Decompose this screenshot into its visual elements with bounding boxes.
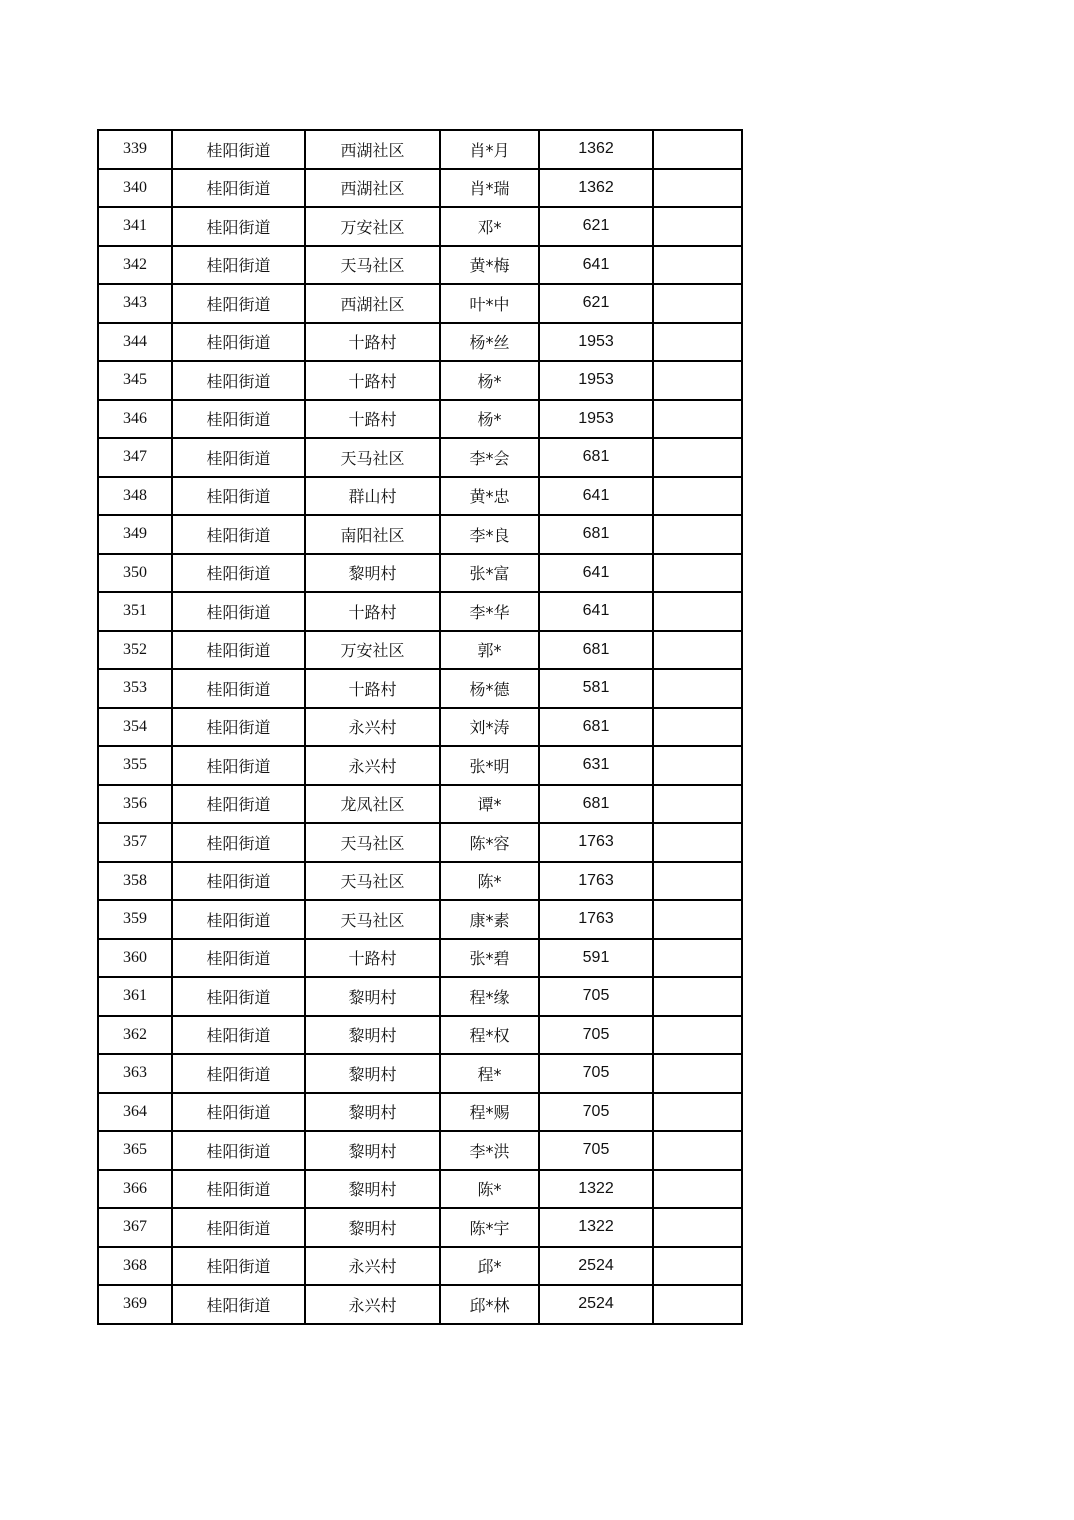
amount-cell: 641 (539, 592, 653, 631)
name-cell: 郭* (440, 631, 539, 670)
amount-cell: 681 (539, 708, 653, 747)
note-cell (653, 900, 742, 939)
table-row (98, 554, 742, 593)
street-cell: 桂阳街道 (172, 592, 305, 631)
row-number-cell: 350 (98, 554, 172, 593)
note-cell (653, 823, 742, 862)
street-cell: 桂阳街道 (172, 1093, 305, 1132)
amount-cell: 705 (539, 1016, 653, 1055)
village-cell: 万安社区 (305, 207, 440, 246)
name-cell: 肖*月 (440, 130, 539, 169)
amount-cell: 621 (539, 284, 653, 323)
amount-cell: 2524 (539, 1285, 653, 1324)
row-number-cell: 339 (98, 130, 172, 169)
name-cell: 李*洪 (440, 1131, 539, 1170)
village-cell: 黎明村 (305, 1208, 440, 1247)
name-cell: 刘*涛 (440, 708, 539, 747)
table-row (98, 862, 742, 901)
table-row (98, 900, 742, 939)
street-cell: 桂阳街道 (172, 1208, 305, 1247)
street-cell: 桂阳街道 (172, 669, 305, 708)
table-row (98, 1208, 742, 1247)
row-number-cell: 344 (98, 323, 172, 362)
street-cell: 桂阳街道 (172, 1285, 305, 1324)
street-cell: 桂阳街道 (172, 323, 305, 362)
amount-cell: 1362 (539, 169, 653, 208)
amount-cell: 681 (539, 631, 653, 670)
name-cell: 陈*容 (440, 823, 539, 862)
table-row (98, 669, 742, 708)
table-row (98, 400, 742, 439)
street-cell: 桂阳街道 (172, 284, 305, 323)
village-cell: 天马社区 (305, 438, 440, 477)
village-cell: 黎明村 (305, 1016, 440, 1055)
note-cell (653, 438, 742, 477)
table-row (98, 823, 742, 862)
table-row (98, 323, 742, 362)
amount-cell: 705 (539, 1131, 653, 1170)
village-cell: 天马社区 (305, 823, 440, 862)
village-cell: 黎明村 (305, 1054, 440, 1093)
street-cell: 桂阳街道 (172, 554, 305, 593)
name-cell: 邓* (440, 207, 539, 246)
note-cell (653, 746, 742, 785)
name-cell: 黄*忠 (440, 477, 539, 516)
village-cell: 万安社区 (305, 631, 440, 670)
note-cell (653, 1208, 742, 1247)
note-cell (653, 515, 742, 554)
name-cell: 程* (440, 1054, 539, 1093)
table-row (98, 1054, 742, 1093)
village-cell: 永兴村 (305, 708, 440, 747)
row-number-cell: 342 (98, 246, 172, 285)
table-row (98, 284, 742, 323)
row-number-cell: 346 (98, 400, 172, 439)
name-cell: 陈*宇 (440, 1208, 539, 1247)
street-cell: 桂阳街道 (172, 900, 305, 939)
village-cell: 黎明村 (305, 1131, 440, 1170)
table-body (98, 130, 742, 1324)
street-cell: 桂阳街道 (172, 400, 305, 439)
amount-cell: 705 (539, 1054, 653, 1093)
row-number-cell: 358 (98, 862, 172, 901)
note-cell (653, 400, 742, 439)
name-cell: 谭* (440, 785, 539, 824)
name-cell: 杨* (440, 361, 539, 400)
amount-cell: 1763 (539, 862, 653, 901)
table-row (98, 1170, 742, 1209)
row-number-cell: 368 (98, 1247, 172, 1286)
table-row (98, 631, 742, 670)
note-cell (653, 1054, 742, 1093)
name-cell: 杨* (440, 400, 539, 439)
note-cell (653, 631, 742, 670)
note-cell (653, 1131, 742, 1170)
row-number-cell: 362 (98, 1016, 172, 1055)
street-cell: 桂阳街道 (172, 1170, 305, 1209)
table-row (98, 592, 742, 631)
note-cell (653, 554, 742, 593)
amount-cell: 1953 (539, 400, 653, 439)
table-row (98, 1285, 742, 1324)
row-number-cell: 355 (98, 746, 172, 785)
street-cell: 桂阳街道 (172, 207, 305, 246)
street-cell: 桂阳街道 (172, 169, 305, 208)
note-cell (653, 284, 742, 323)
name-cell: 程*权 (440, 1016, 539, 1055)
row-number-cell: 343 (98, 284, 172, 323)
amount-cell: 1322 (539, 1208, 653, 1247)
note-cell (653, 1016, 742, 1055)
name-cell: 黄*梅 (440, 246, 539, 285)
street-cell: 桂阳街道 (172, 823, 305, 862)
village-cell: 十路村 (305, 592, 440, 631)
row-number-cell: 364 (98, 1093, 172, 1132)
row-number-cell: 360 (98, 939, 172, 978)
street-cell: 桂阳街道 (172, 246, 305, 285)
row-number-cell: 367 (98, 1208, 172, 1247)
name-cell: 肖*瑞 (440, 169, 539, 208)
row-number-cell: 363 (98, 1054, 172, 1093)
row-number-cell: 351 (98, 592, 172, 631)
village-cell: 西湖社区 (305, 284, 440, 323)
amount-cell: 641 (539, 554, 653, 593)
table-row (98, 977, 742, 1016)
amount-cell: 2524 (539, 1247, 653, 1286)
name-cell: 张*富 (440, 554, 539, 593)
village-cell: 永兴村 (305, 1247, 440, 1286)
amount-cell: 1953 (539, 323, 653, 362)
table-row (98, 708, 742, 747)
street-cell: 桂阳街道 (172, 477, 305, 516)
village-cell: 黎明村 (305, 1170, 440, 1209)
street-cell: 桂阳街道 (172, 785, 305, 824)
row-number-cell: 366 (98, 1170, 172, 1209)
row-number-cell: 340 (98, 169, 172, 208)
amount-cell: 681 (539, 515, 653, 554)
table-row (98, 130, 742, 169)
street-cell: 桂阳街道 (172, 862, 305, 901)
name-cell: 李*会 (440, 438, 539, 477)
row-number-cell: 347 (98, 438, 172, 477)
note-cell (653, 592, 742, 631)
table-row (98, 438, 742, 477)
village-cell: 黎明村 (305, 1093, 440, 1132)
row-number-cell: 365 (98, 1131, 172, 1170)
street-cell: 桂阳街道 (172, 939, 305, 978)
street-cell: 桂阳街道 (172, 1016, 305, 1055)
row-number-cell: 357 (98, 823, 172, 862)
row-number-cell: 356 (98, 785, 172, 824)
note-cell (653, 939, 742, 978)
village-cell: 西湖社区 (305, 130, 440, 169)
village-cell: 群山村 (305, 477, 440, 516)
amount-cell: 591 (539, 939, 653, 978)
amount-cell: 705 (539, 977, 653, 1016)
note-cell (653, 862, 742, 901)
table-row (98, 1247, 742, 1286)
note-cell (653, 1093, 742, 1132)
village-cell: 黎明村 (305, 554, 440, 593)
village-cell: 黎明村 (305, 977, 440, 1016)
note-cell (653, 1247, 742, 1286)
name-cell: 康*素 (440, 900, 539, 939)
name-cell: 张*明 (440, 746, 539, 785)
amount-cell: 631 (539, 746, 653, 785)
table-row (98, 1093, 742, 1132)
beneficiary-table (97, 129, 743, 1325)
row-number-cell: 352 (98, 631, 172, 670)
row-number-cell: 354 (98, 708, 172, 747)
name-cell: 程*赐 (440, 1093, 539, 1132)
note-cell (653, 708, 742, 747)
table-row (98, 246, 742, 285)
amount-cell: 641 (539, 246, 653, 285)
table-row (98, 169, 742, 208)
row-number-cell: 369 (98, 1285, 172, 1324)
note-cell (653, 785, 742, 824)
name-cell: 李*华 (440, 592, 539, 631)
village-cell: 十路村 (305, 400, 440, 439)
amount-cell: 1763 (539, 900, 653, 939)
street-cell: 桂阳街道 (172, 1054, 305, 1093)
row-number-cell: 349 (98, 515, 172, 554)
village-cell: 永兴村 (305, 746, 440, 785)
amount-cell: 1362 (539, 130, 653, 169)
table-row (98, 207, 742, 246)
table-row (98, 361, 742, 400)
street-cell: 桂阳街道 (172, 1247, 305, 1286)
table-row (98, 1016, 742, 1055)
table-row (98, 515, 742, 554)
village-cell: 天马社区 (305, 862, 440, 901)
name-cell: 杨*丝 (440, 323, 539, 362)
amount-cell: 621 (539, 207, 653, 246)
street-cell: 桂阳街道 (172, 631, 305, 670)
village-cell: 龙凤社区 (305, 785, 440, 824)
street-cell: 桂阳街道 (172, 515, 305, 554)
amount-cell: 681 (539, 438, 653, 477)
table-row (98, 1131, 742, 1170)
name-cell: 陈* (440, 1170, 539, 1209)
amount-cell: 1322 (539, 1170, 653, 1209)
village-cell: 十路村 (305, 669, 440, 708)
note-cell (653, 207, 742, 246)
note-cell (653, 1285, 742, 1324)
street-cell: 桂阳街道 (172, 977, 305, 1016)
village-cell: 十路村 (305, 939, 440, 978)
name-cell: 李*良 (440, 515, 539, 554)
row-number-cell: 353 (98, 669, 172, 708)
amount-cell: 641 (539, 477, 653, 516)
name-cell: 邱*林 (440, 1285, 539, 1324)
note-cell (653, 169, 742, 208)
note-cell (653, 977, 742, 1016)
name-cell: 程*缘 (440, 977, 539, 1016)
note-cell (653, 130, 742, 169)
row-number-cell: 361 (98, 977, 172, 1016)
street-cell: 桂阳街道 (172, 1131, 305, 1170)
note-cell (653, 246, 742, 285)
street-cell: 桂阳街道 (172, 130, 305, 169)
amount-cell: 581 (539, 669, 653, 708)
name-cell: 叶*中 (440, 284, 539, 323)
amount-cell: 681 (539, 785, 653, 824)
street-cell: 桂阳街道 (172, 361, 305, 400)
village-cell: 天马社区 (305, 900, 440, 939)
amount-cell: 705 (539, 1093, 653, 1132)
street-cell: 桂阳街道 (172, 708, 305, 747)
village-cell: 南阳社区 (305, 515, 440, 554)
note-cell (653, 1170, 742, 1209)
table-row (98, 746, 742, 785)
table-row (98, 785, 742, 824)
row-number-cell: 348 (98, 477, 172, 516)
village-cell: 西湖社区 (305, 169, 440, 208)
note-cell (653, 323, 742, 362)
name-cell: 邱* (440, 1247, 539, 1286)
amount-cell: 1953 (539, 361, 653, 400)
name-cell: 陈* (440, 862, 539, 901)
name-cell: 张*碧 (440, 939, 539, 978)
village-cell: 永兴村 (305, 1285, 440, 1324)
amount-cell: 1763 (539, 823, 653, 862)
name-cell: 杨*德 (440, 669, 539, 708)
row-number-cell: 345 (98, 361, 172, 400)
table-row (98, 939, 742, 978)
village-cell: 十路村 (305, 323, 440, 362)
row-number-cell: 359 (98, 900, 172, 939)
table-row (98, 477, 742, 516)
note-cell (653, 477, 742, 516)
village-cell: 十路村 (305, 361, 440, 400)
note-cell (653, 361, 742, 400)
row-number-cell: 341 (98, 207, 172, 246)
street-cell: 桂阳街道 (172, 746, 305, 785)
village-cell: 天马社区 (305, 246, 440, 285)
street-cell: 桂阳街道 (172, 438, 305, 477)
note-cell (653, 669, 742, 708)
